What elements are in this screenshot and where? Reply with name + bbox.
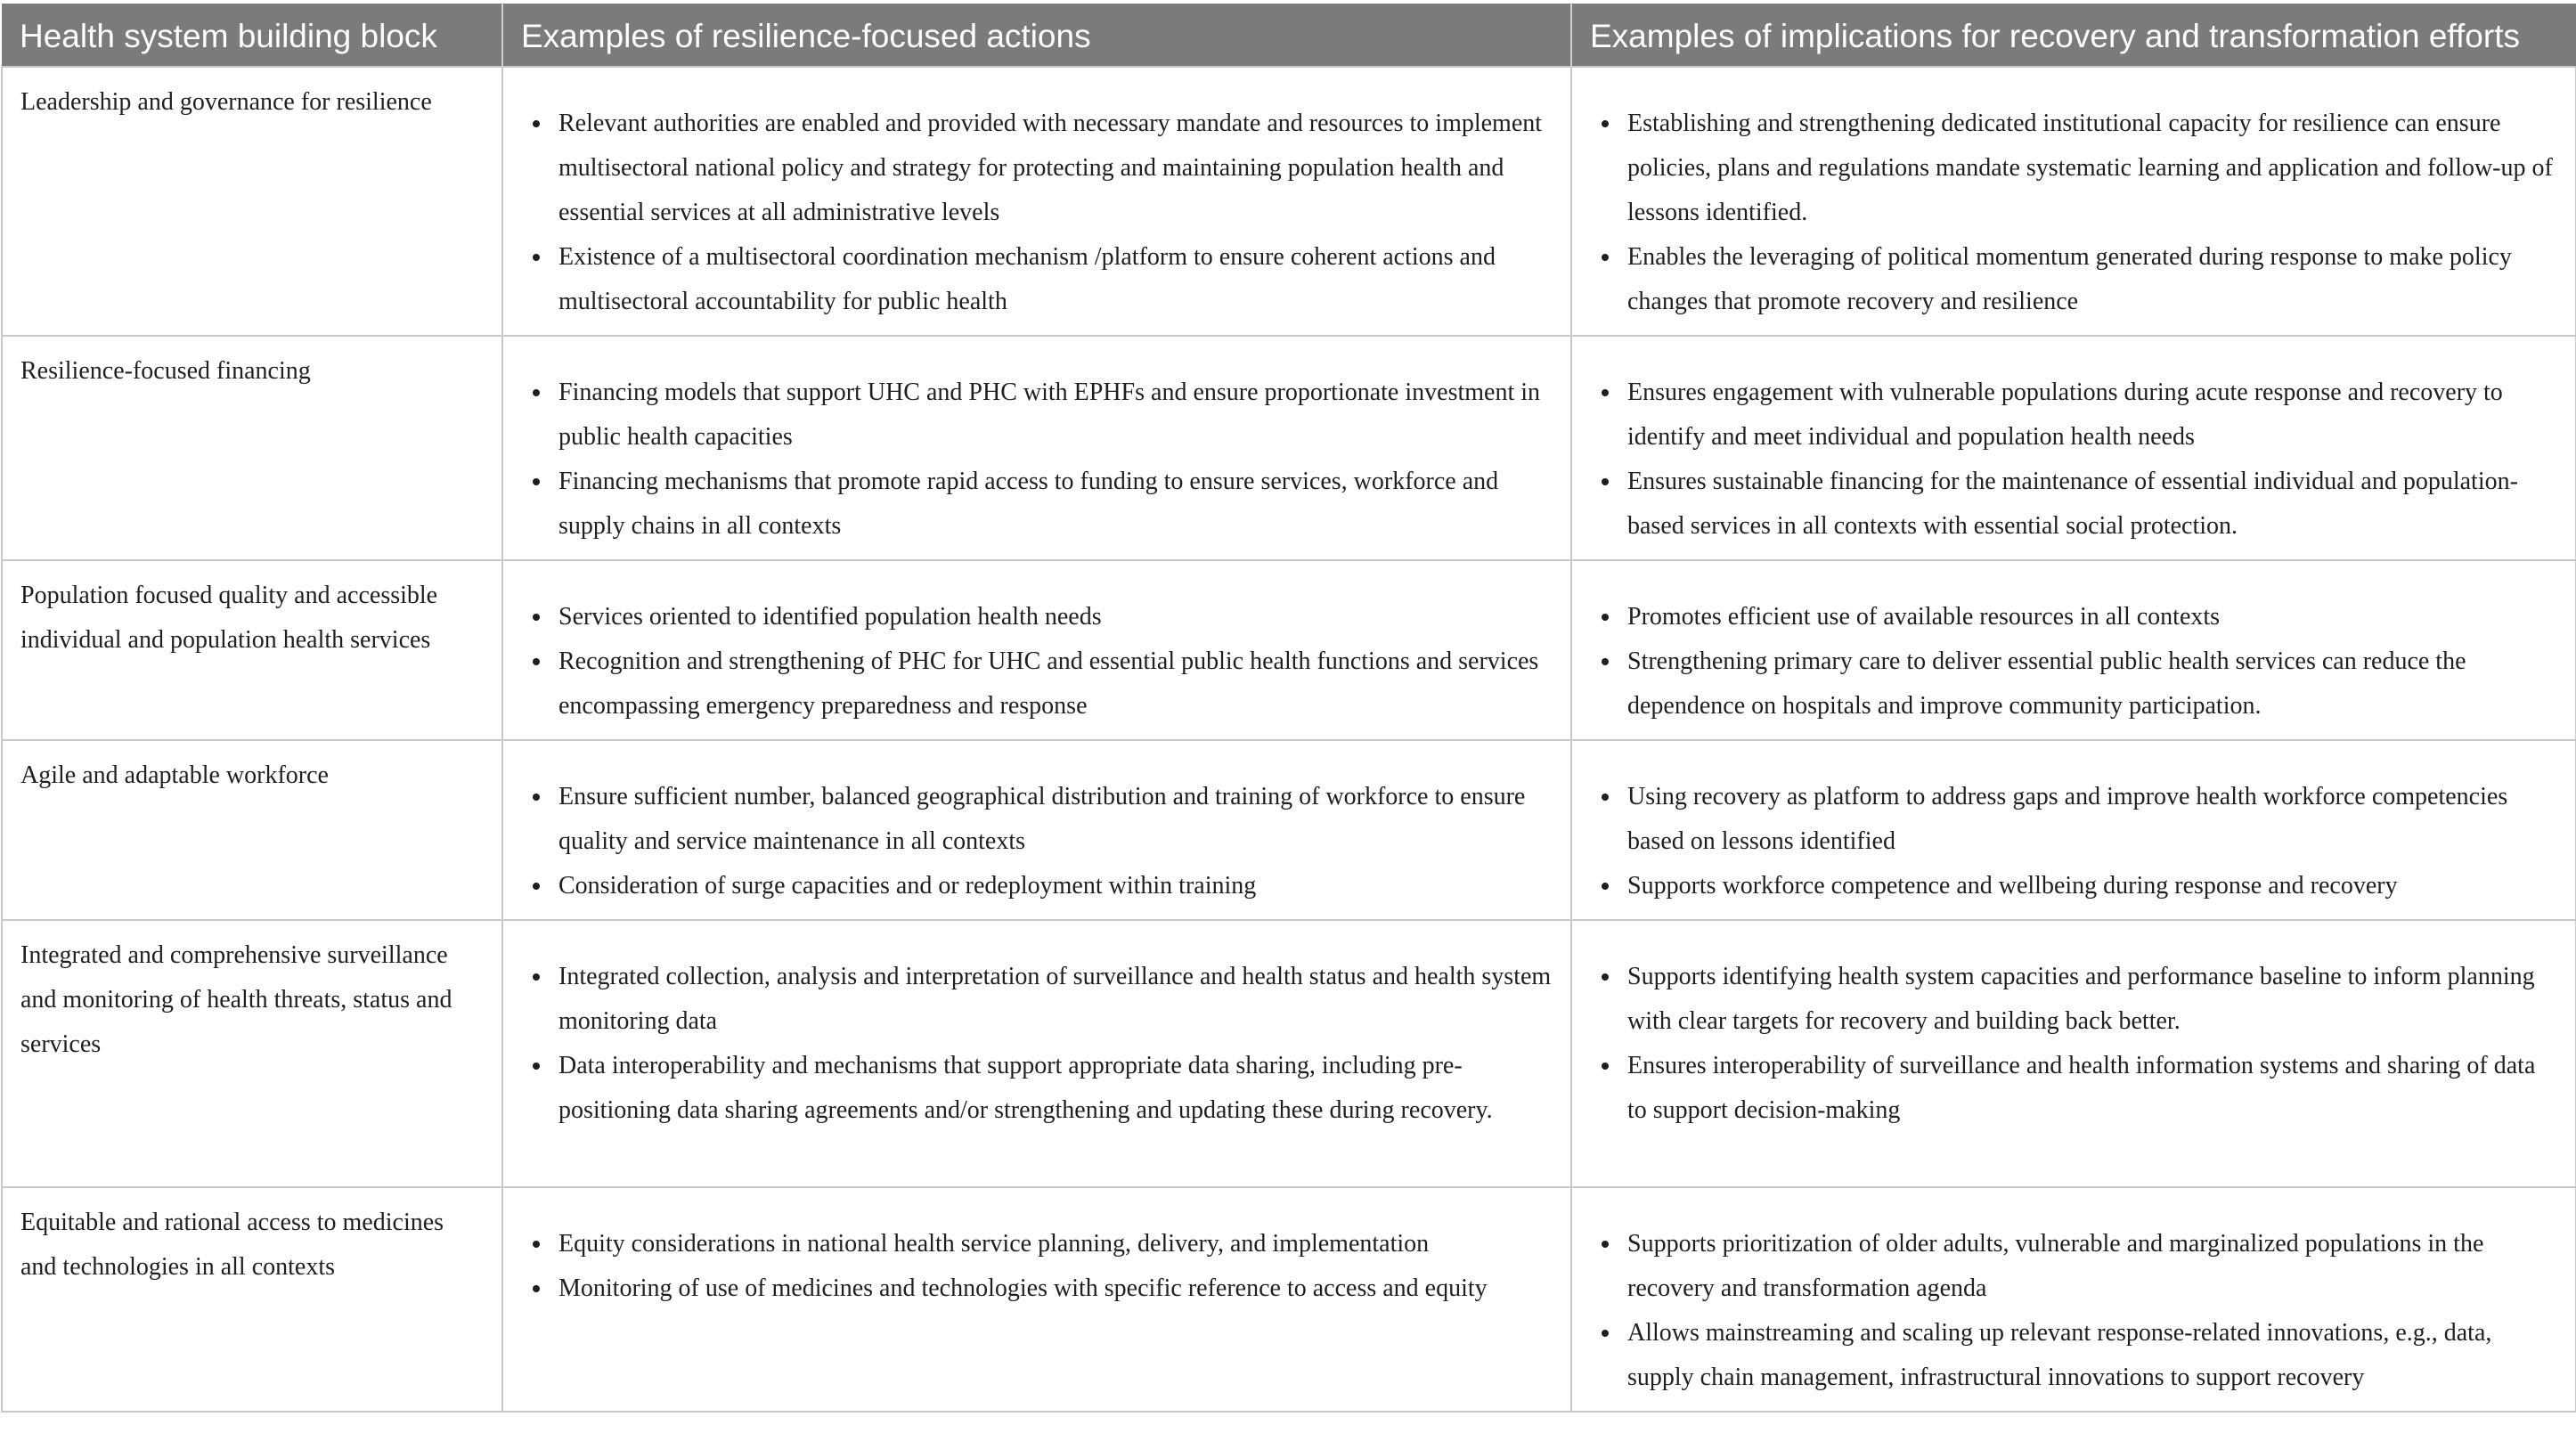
implications-cell (1571, 740, 2576, 920)
actions-cell (502, 67, 1571, 336)
header-row (2, 4, 2576, 67)
table-header (2, 4, 2576, 67)
table-row (2, 560, 2576, 740)
header-actions: Examples of resilience-focused actions (502, 4, 1571, 67)
list-item: • Enables the leveraging of political momentum generated during response to make policy changes that promote recovery and resilience (1622, 235, 2557, 324)
resilience-table (1, 4, 2576, 1413)
list-item: • Supports workforce competence and wellbeing during response and recovery (1622, 864, 2557, 908)
actions-cell (502, 740, 1571, 920)
table-row (2, 67, 2576, 336)
list-item: • Equity considerations in national health service planning, delivery, and implementation (553, 1222, 1553, 1266)
building-block-cell: Resilience-focused financing (2, 336, 502, 560)
list-item: • Using recovery as platform to address gaps and improve health workforce competencies based on lessons identified (1622, 775, 2557, 864)
actions-cell (502, 1187, 1571, 1412)
list-item: • Allows mainstreaming and scaling up relevant response-related innovations, e.g., data, supply chain management, infrastructural innovations to support recovery (1622, 1311, 2557, 1400)
list-item: • Existence of a multisectoral coordination mechanism /platform to ensure coherent actions and multisectoral accountability for public health (553, 235, 1553, 324)
implications-cell (1571, 67, 2576, 336)
table-row (2, 336, 2576, 560)
list-item: • Supports identifying health system capacities and performance baseline to inform planning with clear targets for recovery and building back better. (1622, 955, 2557, 1044)
list-item: • Ensures interoperability of surveillance and health information systems and sharing of data to support decision-making (1622, 1044, 2557, 1133)
actions-cell (502, 920, 1571, 1187)
implications-cell (1571, 1187, 2576, 1412)
table-row (2, 920, 2576, 1187)
table-row (2, 740, 2576, 920)
list-item: • Financing mechanisms that promote rapid access to funding to ensure services, workforce and supply chains in all contexts (553, 460, 1553, 549)
list-item: • Relevant authorities are enabled and provided with necessary mandate and resources to implement multisectoral national policy and strategy for protecting and maintaining population health and essential services at all administrative levels (553, 102, 1553, 235)
building-block-cell: Leadership and governance for resilience (2, 67, 502, 336)
implications-cell (1571, 560, 2576, 740)
building-block-cell: Population focused quality and accessible individual and population health services (2, 560, 502, 740)
list-item: • Data interoperability and mechanisms that support appropriate data sharing, including pre-positioning data sharing agreements and/or strengthening and updating these during recovery. (553, 1044, 1553, 1133)
building-block-cell: Integrated and comprehensive surveillance and monitoring of health threats, status and services (2, 920, 502, 1187)
actions-cell (502, 336, 1571, 560)
actions-cell (502, 560, 1571, 740)
building-block-cell: Equitable and rational access to medicines and technologies in all contexts (2, 1187, 502, 1412)
list-item: • Recognition and strengthening of PHC for UHC and essential public health functions and services encompassing emergency preparedness and response (553, 639, 1553, 729)
table-row (2, 1187, 2576, 1412)
list-item: • Monitoring of use of medicines and technologies with specific reference to access and equity (553, 1266, 1553, 1311)
table-body (2, 67, 2576, 1412)
list-item: • Ensures sustainable financing for the maintenance of essential individual and population-based services in all contexts with essential social protection. (1622, 460, 2557, 549)
implications-cell (1571, 920, 2576, 1187)
list-item: • Promotes efficient use of available resources in all contexts (1622, 595, 2557, 639)
implications-cell (1571, 336, 2576, 560)
building-block-cell: Agile and adaptable workforce (2, 740, 502, 920)
list-item: • Services oriented to identified population health needs (553, 595, 1553, 639)
list-item: • Strengthening primary care to deliver essential public health services can reduce the dependence on hospitals and improve community participation. (1622, 639, 2557, 729)
list-item: • Integrated collection, analysis and interpretation of surveillance and health status and health system monitoring data (553, 955, 1553, 1044)
header-implications: Examples of implications for recovery and transformation efforts (1571, 4, 2576, 67)
list-item: • Ensures engagement with vulnerable populations during acute response and recovery to identify and meet individual and population health needs (1622, 370, 2557, 460)
list-item: • Financing models that support UHC and PHC with EPHFs and ensure proportionate investment in public health capacities (553, 370, 1553, 460)
list-item: • Ensure sufficient number, balanced geographical distribution and training of workforce to ensure quality and service maintenance in all contexts (553, 775, 1553, 864)
list-item: • Supports prioritization of older adults, vulnerable and marginalized populations in the recovery and transformation agenda (1622, 1222, 2557, 1311)
list-item: • Establishing and strengthening dedicated institutional capacity for resilience can ensure policies, plans and regulations mandate systematic learning and application and follow-up of lessons identified. (1622, 102, 2557, 235)
header-building-block: Health system building block (2, 4, 502, 67)
list-item: • Consideration of surge capacities and or redeployment within training (553, 864, 1553, 908)
